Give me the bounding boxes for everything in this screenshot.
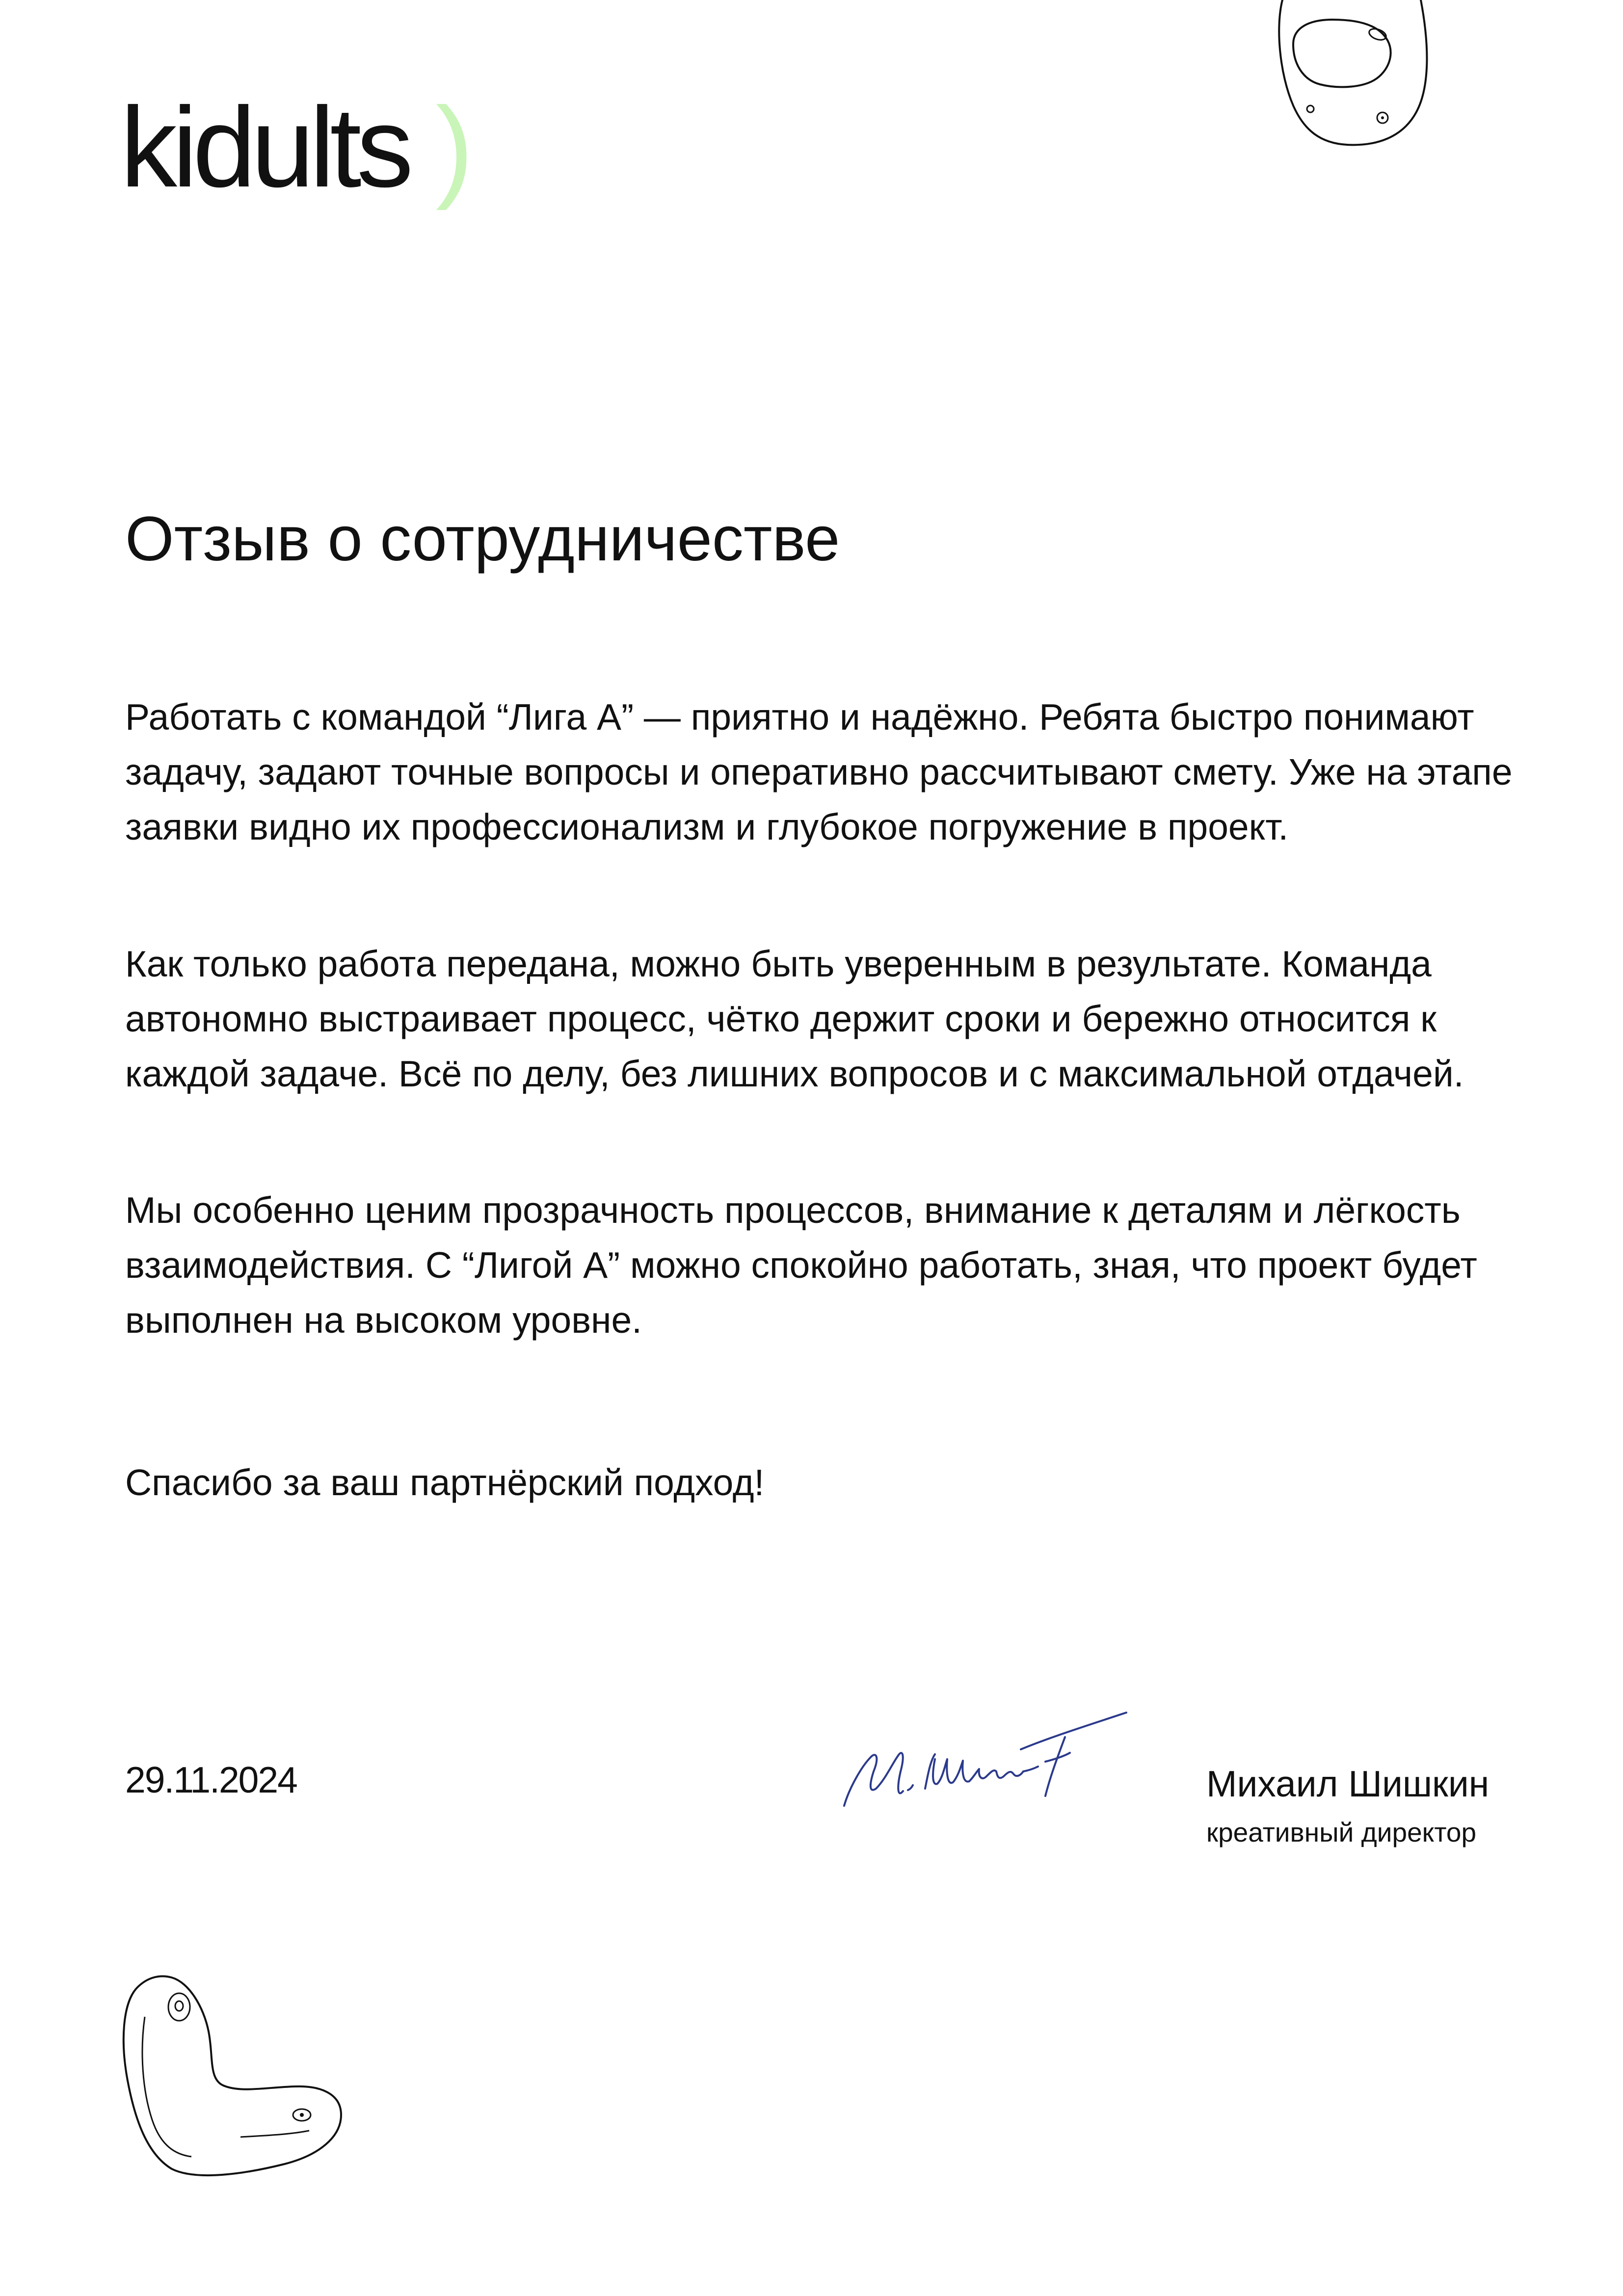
closing-line: Спасибо за ваш партнёрский подход! — [125, 1462, 765, 1503]
signer-name: Михаил Шишкин — [1206, 1763, 1490, 1804]
bottom-doodle-illustration — [118, 1958, 348, 2184]
logo-parenthesis: ) — [435, 84, 474, 211]
paragraph-3: Мы особенно ценим прозрачность процессов, внимание к деталям и лёгкость взаимодействия. С “Лигой А” можно спокойно работать, зная, что проект будет выполнен на высоком уровне. — [125, 1189, 1477, 1341]
paragraph-1: Работать с командой “Лига А” — приятно и надёжно. Ребята быстро понимают задачу, задают точные вопросы и оперативно рассчитывают смету. Уже на этапе заявки видно их профессионализм и глубокое погружение в проект. — [125, 696, 1513, 847]
top-doodle-illustration — [1274, 0, 1436, 157]
handwritten-signature — [834, 1703, 1144, 1825]
signer-role: креативный директор — [1206, 1817, 1477, 1847]
logo-wordmark: kidults — [120, 84, 409, 211]
kidults-logo — [120, 84, 474, 211]
letter-date: 29.11.2024 — [125, 1759, 297, 1800]
letter-title: Отзыв о сотрудничестве — [125, 504, 840, 574]
paragraph-2: Как только работа передана, можно быть уверенным в результате. Команда автономно выстраивает процесс, чётко держит сроки и бережно относится к каждой задаче. Всё по делу, без лишних вопросов и с максимальной отдачей. — [125, 943, 1464, 1094]
